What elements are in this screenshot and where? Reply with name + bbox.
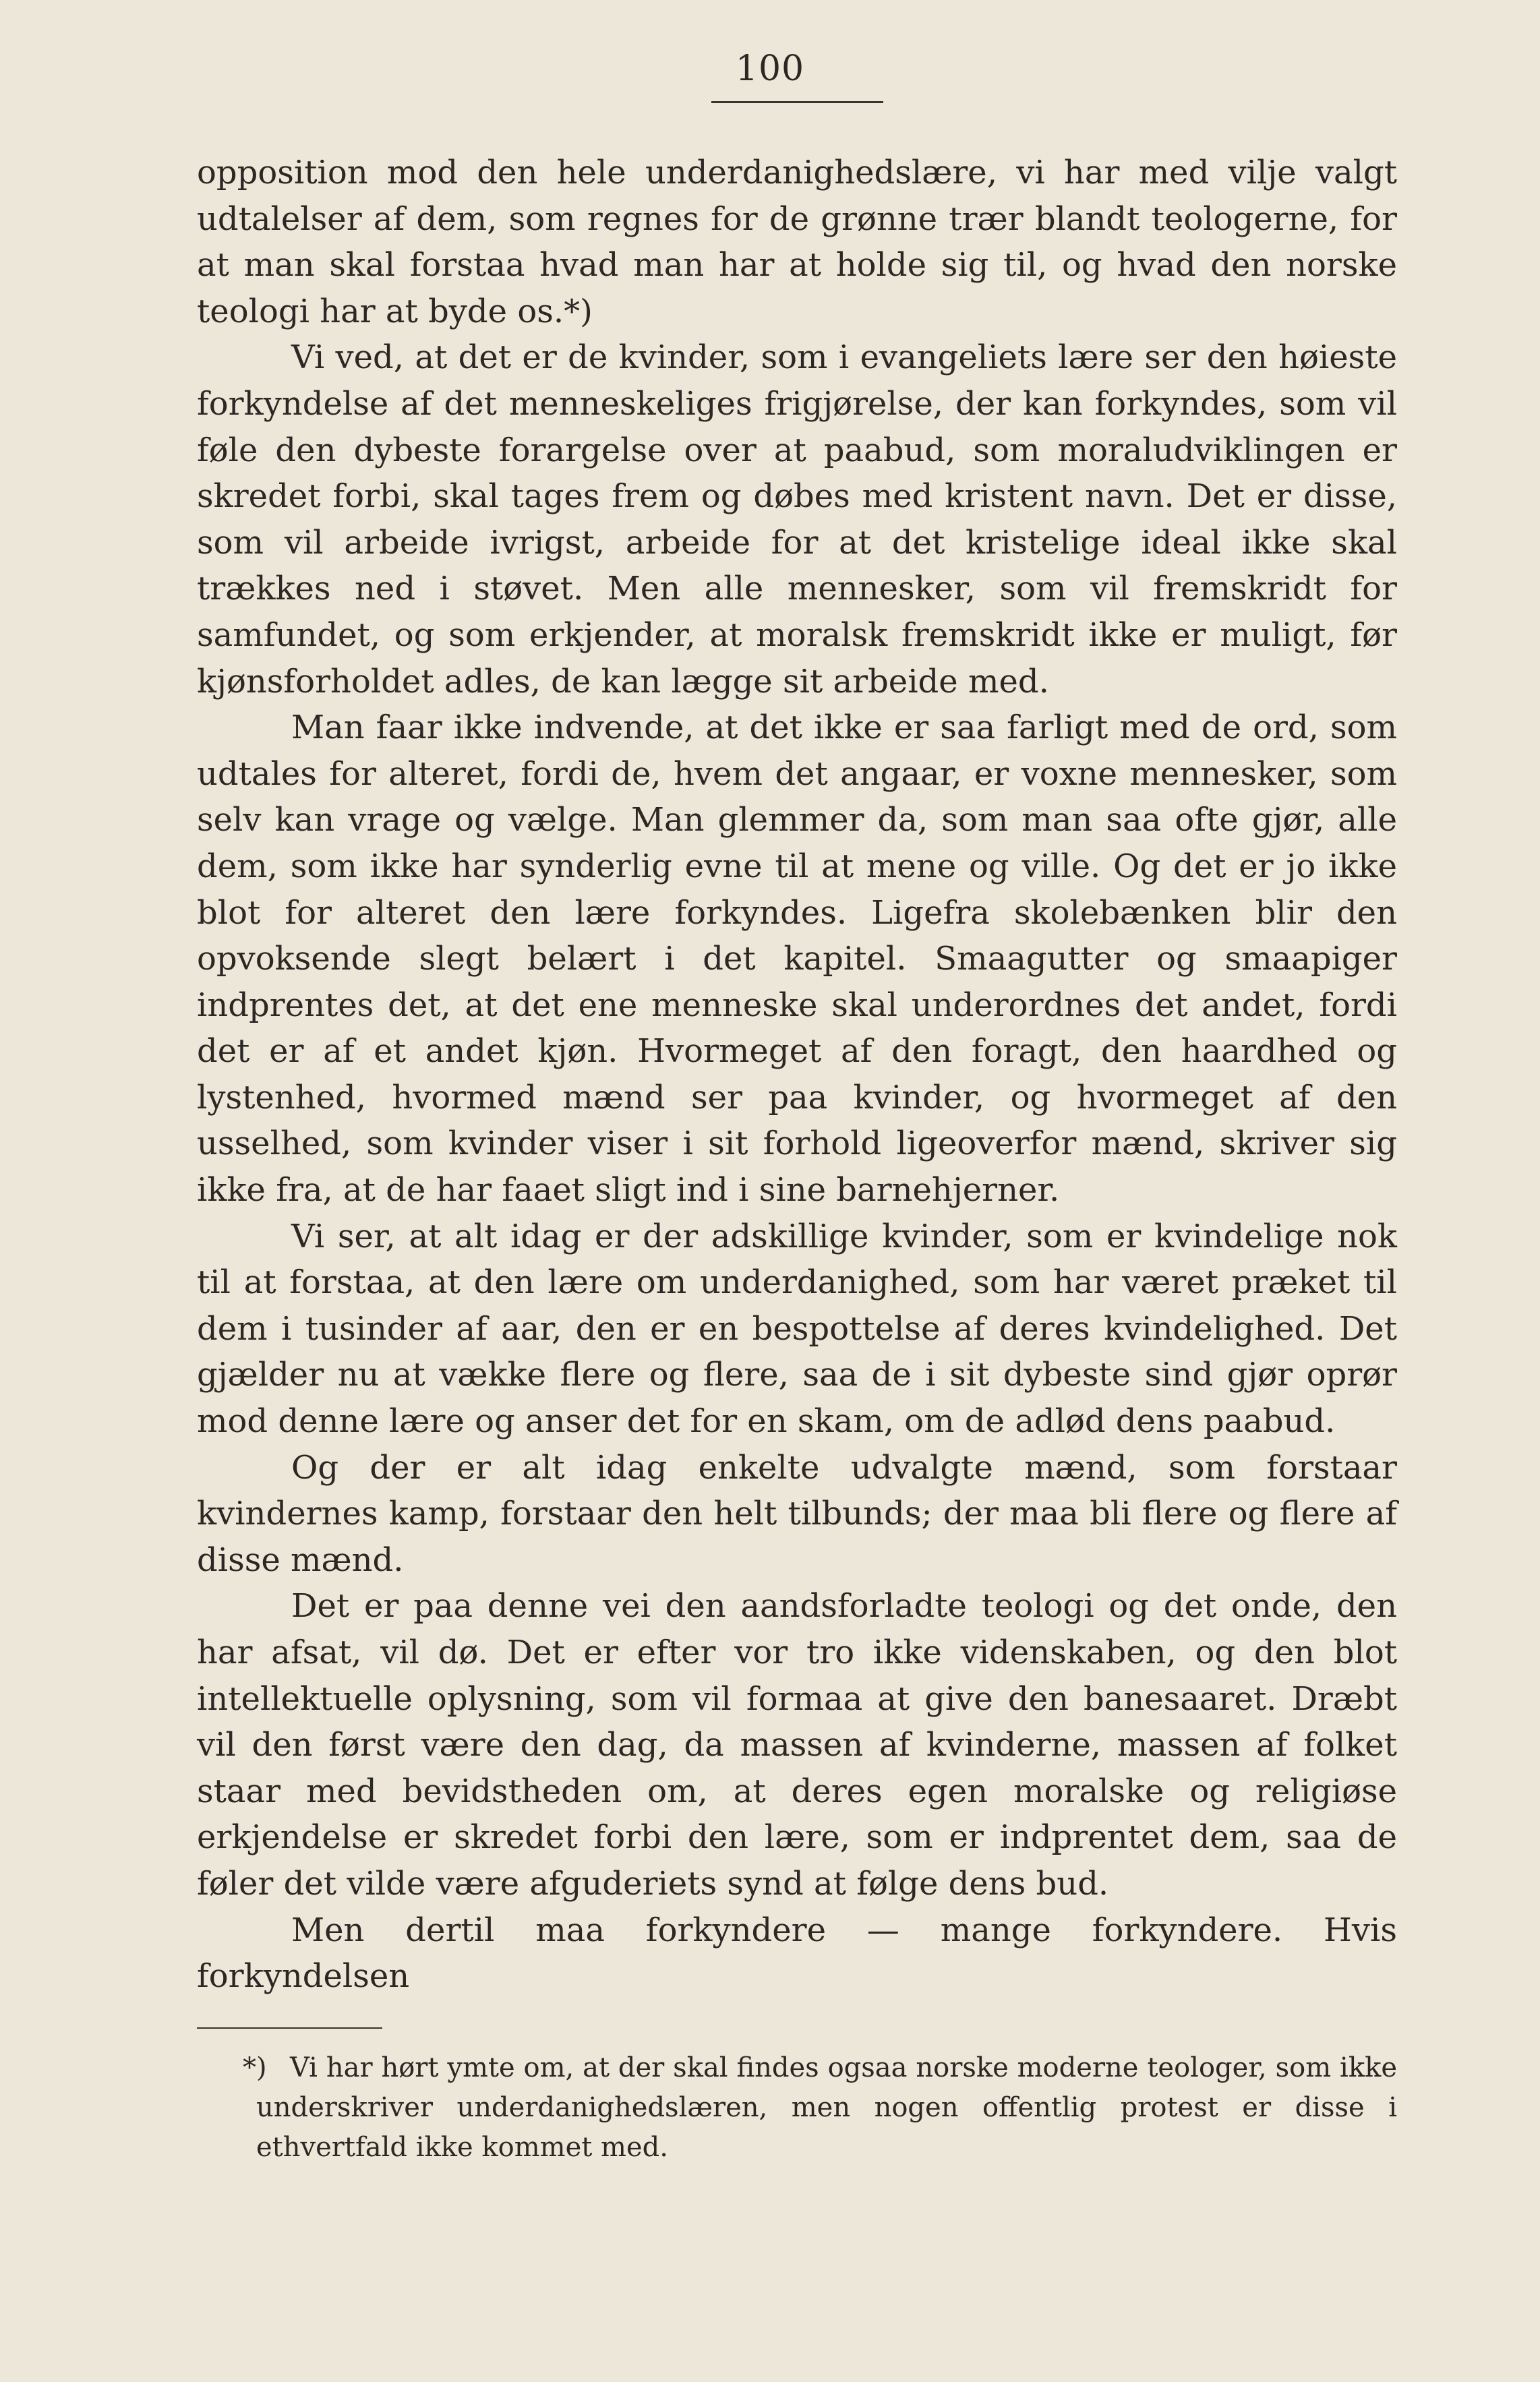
paragraph: Vi ser, at alt idag er der adskillige kvinder, som er kvindelige nok til at forstaa, at den lære om underdanighed, som har været præket til dem i tusinder af aar, den er en bespottelse af deres kvindelighed. Det gjælder nu at vække flere og flere, saa de i sit dybeste sind gjør oprør mod denne lære og anser det for en skam, om de adlød dens paabud.	[197, 1217, 1397, 1441]
footnote-marker: *)	[243, 2052, 267, 2083]
footnote	[243, 2048, 1397, 2168]
header-rule	[711, 101, 883, 103]
paragraph: Og der er alt idag enkelte udvalgte mænd, som forstaar kvindernes kamp, forstaar den helt tilbunds; der maa bli flere og flere af disse mænd.	[197, 1448, 1397, 1579]
paragraph: Man faar ikke indvende, at det ikke er saa farligt med de ord, som udtales for alteret, fordi de, hvem det angaar, er voxne mennesker, som selv kan vrage og vælge. Man glemmer da, som man saa ofte gjør, alle dem, som ikke har synderlig evne til at mene og ville. Og det er jo ikke blot for alteret den lære forkyndes. Ligefra skolebænken blir den opvoksende slegt belært i det kapitel. Smaagutter og smaapiger indprentes det, at det ene menneske skal underordnes det andet, fordi det er af et andet kjøn. Hvormeget af den foragt, den haardhed og lystenhed, hvormed mænd ser paa kvinder, og hvormeget af den usselhed, som kvinder viser i sit forhold ligeoverfor mænd, skriver sig ikke fra, at de har faaet sligt ind i sine barnehjerner.	[197, 709, 1397, 1210]
paragraph: Men dertil maa forkyndere — mange forkyndere. Hvis forkyndelsen	[197, 1911, 1397, 1996]
paragraph: Vi ved, at det er de kvinder, som i evangeliets lære ser den høieste forkyndelse af det menneskeliges frigjørelse, der kan forkyndes, som vil føle den dybeste forargelse over at paabud, som moraludviklingen er skredet forbi, skal tages frem og døbes med kristent navn. Det er disse, som vil arbeide ivrigst, arbeide for at det kristelige ideal ikke skal trækkes ned i støvet. Men alle mennesker, som vil fremskridt for samfundet, og som erkjender, at moralsk fremskridt ikke er muligt, før kjønsforholdet adles, de kan lægge sit arbeide med.	[197, 338, 1397, 701]
page-number: 100	[735, 49, 805, 89]
body-text	[197, 150, 1397, 2000]
paragraph: Det er paa denne vei den aandsforladte teologi og det onde, den har afsat, vil dø. Det er efter vor tro ikke videnskaben, og den blot intellektuelle oplysning, som vil formaa at give den banesaaret. Dræbt vil den først være den dag, da massen af kvinderne, massen af folket staar med bevidstheden om, at deres egen moralske og religiøse erkjendelse er skredet forbi den lære, som er indprentet dem, saa de føler det vilde være afguderiets synd at følge dens bud.	[197, 1587, 1397, 1903]
footnote-text: Vi har hørt ymte om, at der skal findes ogsaa norske moderne teologer, som ikke underskriver underdanighedslæren, men nogen offentlig protest er disse i ethvertfald ikke kommet med.	[256, 2052, 1397, 2163]
paragraph: opposition mod den hele underdanighedslære, vi har med vilje valgt udtalelser af dem, som regnes for de grønne trær blandt teologerne, for at man skal forstaa hvad man har at holde sig til, og hvad den norske teologi har at byde os.*)	[197, 154, 1397, 330]
footnote-rule	[197, 2027, 382, 2029]
